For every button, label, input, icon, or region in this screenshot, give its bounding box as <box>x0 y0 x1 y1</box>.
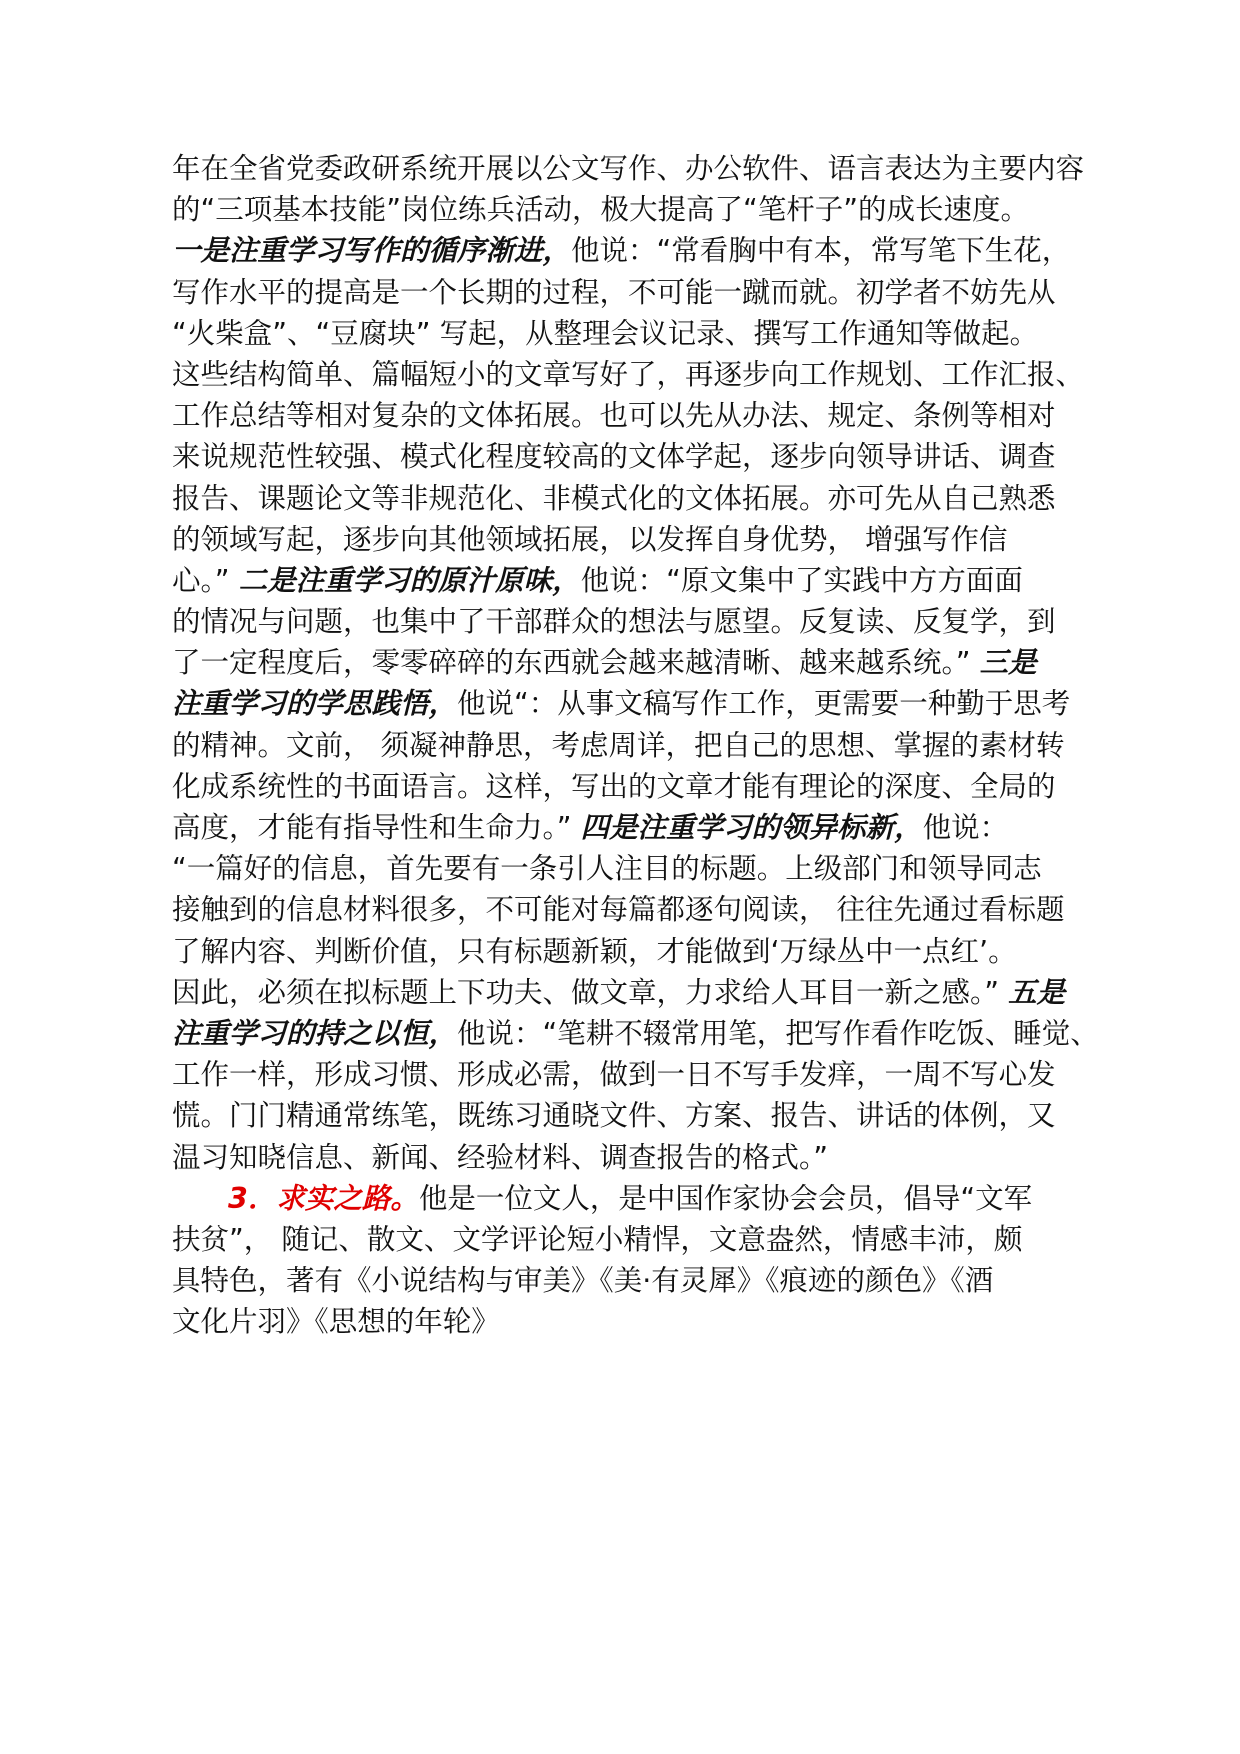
text-run: 具特色，著有《小说结构与审美》《美·有灵犀》《痕迹的颜色》《酒 <box>172 1264 994 1298</box>
text-run: 他说：“笔耕不辍常用笔，把写作看作吃饭、睡觉、 <box>457 1016 1099 1050</box>
text-run: 因此，必须在拟标题上下功夫、做文章，力求给人耳目一新之感。” <box>172 975 1009 1009</box>
text-run: 的领域写起，逐步向其他领域拓展，以发挥自身优势， 增强写作信 <box>172 522 1008 556</box>
text-line <box>172 1301 1082 1342</box>
text-run: “火柴盒”、“豆腐块” 写起，从整理会议记录、撰写工作通知等做起。 <box>172 316 1039 350</box>
emphasis-text: 一是注重学习写作的循序渐进， <box>172 234 572 268</box>
text-run: 的情况与问题，也集中了干部群众的想法与愿望。反复读、反复学，到 <box>172 605 1056 639</box>
text-run: 了一定程度后，零零碎碎的东西就会越来越清晰、越来越系统。” <box>172 646 980 680</box>
emphasis-text: 三是 <box>979 646 1037 680</box>
text-line <box>172 601 1082 642</box>
emphasis-text: 四是注重学习的领异标新， <box>580 811 923 844</box>
text-line <box>172 1260 1082 1301</box>
text-run: 了解内容、判断价值，只有标题新颖，才能做到‘万绿丛中一点红’。 <box>172 934 1017 968</box>
emphasis-text: 注重学习的学思践悟， <box>172 687 458 721</box>
text-run: 工作一样，形成习惯、形成必需，做到一日不写手发痒，一周不写心发 <box>172 1058 1056 1092</box>
text-run: 慌。门门精通常练笔，既练习通晓文件、方案、报告、讲话的体例，又 <box>172 1099 1056 1133</box>
text-line <box>172 807 1082 848</box>
body-text <box>172 148 1099 1342</box>
emphasis-text: 3．求实之路。 <box>228 1181 419 1215</box>
text-run: 文化片羽》《思想的年轮》 <box>172 1305 500 1339</box>
text-line <box>172 931 1082 972</box>
text-run: 写作水平的提高是一个长期的过程，不可能一蹴而就。初学者不妨先从 <box>172 275 1056 309</box>
text-line <box>172 683 1082 724</box>
text-run: 扶贫”， 随记、散文、文学评论短小精悍，文意盎然，情感丰沛，颇 <box>172 1222 1023 1256</box>
text-run: 他说：“原文集中了实践中方方面面 <box>580 563 1023 597</box>
emphasis-text: 二是注重学习的原汁原味， <box>238 563 581 597</box>
text-line <box>172 272 1082 313</box>
text-run: 高度，才能有指导性和生命力。” <box>172 811 581 844</box>
text-run: 心。” <box>172 563 239 597</box>
text-line <box>172 1095 1082 1136</box>
text-line <box>172 725 1082 766</box>
text-line <box>172 1178 1082 1219</box>
text-run: 他是一位文人，是中国作家协会会员，倡导“文军 <box>418 1181 1033 1215</box>
text-line <box>172 1137 1082 1178</box>
text-line <box>172 1219 1082 1260</box>
text-run: “一篇好的信息，首先要有一条引人注目的标题。上级部门和领导同志 <box>172 852 1042 886</box>
text-run: 他说“：从事文稿写作工作，更需要一种勤于思考 <box>457 687 1071 721</box>
text-run: 这些结构简单、篇幅短小的文章写好了，再逐步向工作规划、工作汇报、 <box>172 357 1085 391</box>
text-line <box>172 230 1082 271</box>
text-line <box>172 519 1082 560</box>
text-line <box>172 972 1082 1013</box>
text-run: 来说规范性较强、模式化程度较高的文体学起，逐步向领导讲话、调查 <box>172 440 1056 474</box>
text-line <box>172 766 1082 807</box>
text-run: 温习知晓信息、新闻、经验材料、调查报告的格式。” <box>172 1140 829 1174</box>
text-run: 他说：“常看胸中有本，常写笔下生花， <box>571 234 1071 268</box>
text-run: 工作总结等相对复杂的文体拓展。也可以先从办法、规定、条例等相对 <box>172 399 1056 433</box>
text-run: 的“三项基本技能”岗位练兵活动，极大提高了“笔杆子”的成长速度。 <box>172 193 1030 227</box>
text-line <box>172 354 1085 395</box>
text-line <box>172 1054 1082 1095</box>
text-line <box>172 889 1082 930</box>
text-line <box>172 848 1082 889</box>
text-run: 他说： <box>922 811 1009 844</box>
text-line <box>172 436 1082 477</box>
text-line <box>172 642 1082 683</box>
text-run: 接触到的信息材料很多，不可能对每篇都逐句阅读， 往往先通过看标题 <box>172 893 1065 927</box>
text-line <box>172 313 1082 354</box>
text-line <box>172 1013 1099 1054</box>
emphasis-text: 五是 <box>1008 975 1066 1009</box>
text-run: 的精神。文前， 须凝神静思，考虑周详，把自己的思想、掌握的素材转 <box>172 728 1065 762</box>
text-line <box>172 560 1082 601</box>
text-line <box>172 148 1085 189</box>
text-line <box>172 189 1082 230</box>
text-run: 化成系统性的书面语言。这样，写出的文章才能有理论的深度、全局的 <box>172 769 1056 803</box>
text-line <box>172 395 1082 436</box>
text-run: 报告、课题论文等非规范化、非模式化的文体拓展。亦可先从自己熟悉 <box>172 481 1056 515</box>
text-run: 年在全省党委政研系统开展以公文写作、办公软件、语言表达为主要内容 <box>172 152 1085 185</box>
emphasis-text: 注重学习的持之以恒， <box>172 1016 458 1050</box>
text-line <box>172 478 1082 519</box>
